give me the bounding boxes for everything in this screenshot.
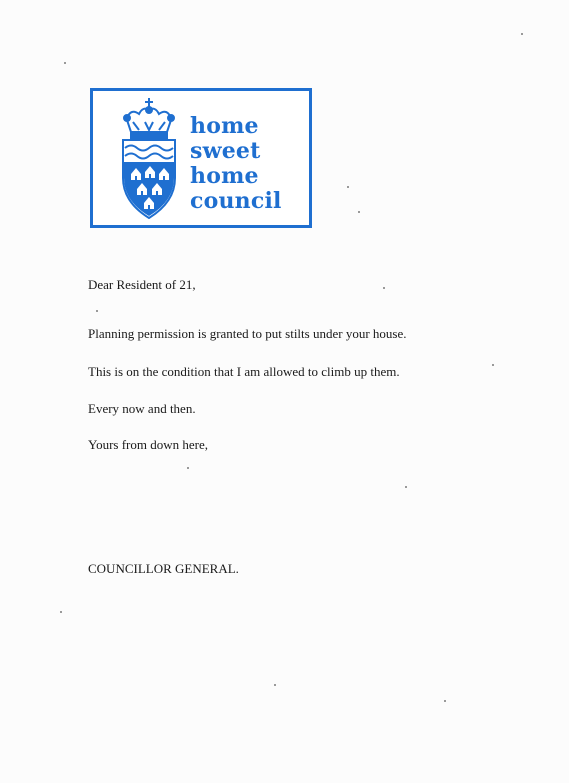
paper-speck	[444, 700, 446, 702]
paper-speck	[521, 33, 523, 35]
signature: COUNCILLOR GENERAL.	[88, 561, 239, 576]
letter-paragraph: This is on the condition that I am allowed to climb up them.	[88, 364, 400, 379]
paper-speck	[96, 310, 98, 312]
paper-speck	[347, 186, 349, 188]
paper-speck	[274, 684, 276, 686]
paper-speck	[492, 364, 494, 366]
paper-speck	[187, 467, 189, 469]
council-name-line: home	[190, 113, 259, 139]
council-name-line: sweet	[190, 138, 261, 164]
paper-speck	[60, 611, 62, 613]
letter-closing: Yours from down here,	[88, 437, 209, 452]
paper-speck	[64, 62, 66, 64]
crown-shield-crest-icon	[117, 94, 181, 222]
paper-speck	[405, 486, 407, 488]
council-name	[190, 114, 282, 214]
letter-paragraph: Planning permission is granted to put stilts under your house.	[88, 326, 407, 341]
salutation: Dear Resident of 21,	[88, 277, 196, 292]
paper-speck	[358, 211, 360, 213]
letter-paragraph: Every now and then.	[88, 401, 196, 416]
paper-speck	[383, 287, 385, 289]
council-name-line: council	[190, 188, 282, 214]
council-letterhead	[90, 88, 312, 228]
council-name-line: home	[190, 163, 259, 189]
